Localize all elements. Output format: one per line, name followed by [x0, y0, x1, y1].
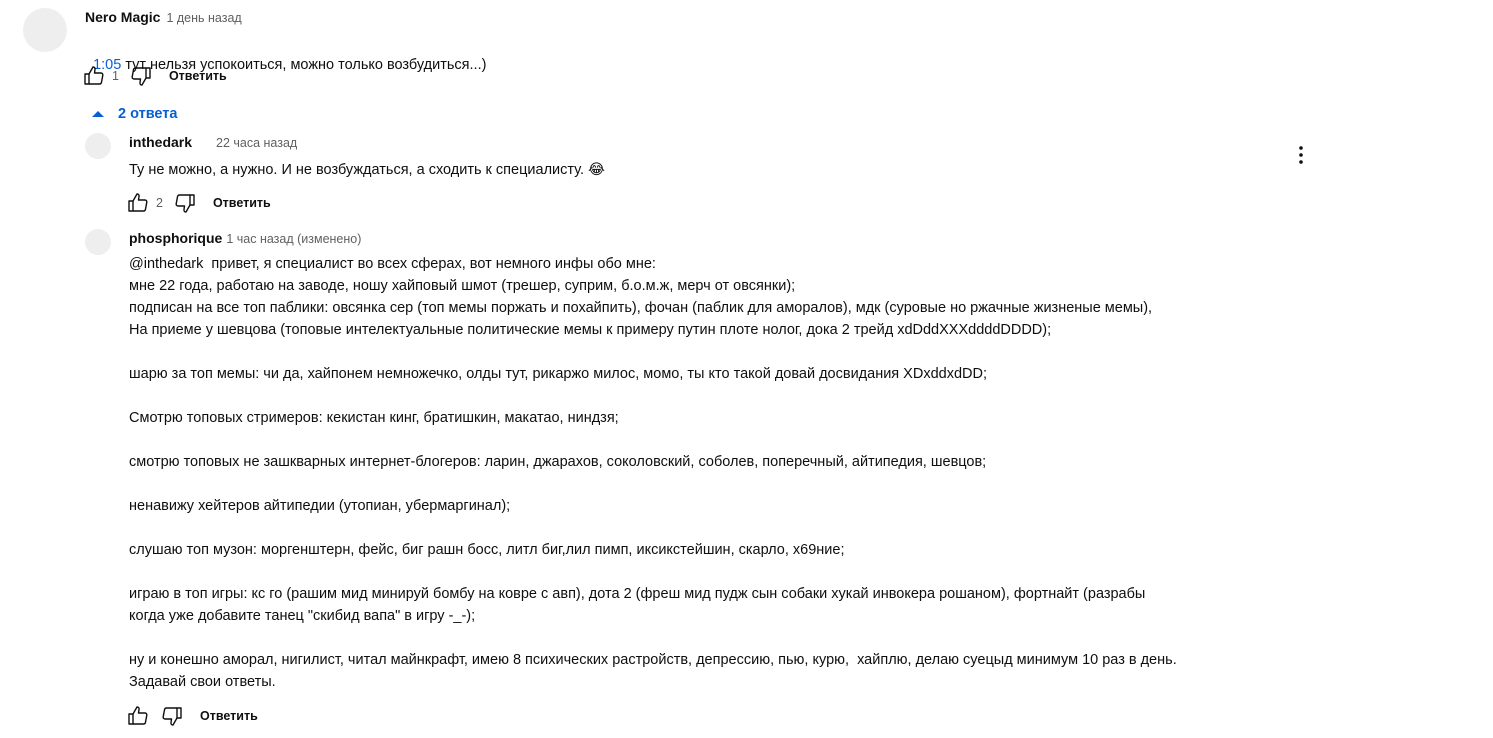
reply-button[interactable]: Ответить: [168, 69, 227, 83]
thumb-down-icon: [160, 704, 184, 728]
caret-up-icon: [90, 106, 106, 122]
reply-text-line: @inthedark привет, я специалист во всех сферах, вот немного инфы обо мне:: [129, 256, 656, 272]
reply-text-line: [129, 385, 1329, 407]
dislike-button[interactable]: [160, 704, 184, 728]
comment-author[interactable]: Nero Magic: [85, 9, 161, 25]
reply-text-line: [129, 473, 1329, 495]
reply-text-line: играю в топ игры: кс го (рашим мид минируй бомбу на ковре с авп), дота 2 (фреш мид пудж сын собаки хукай инвокера рошаном), фортнайт (разрабы: [129, 586, 1146, 602]
reply-text-line: ненавижу хейтеров айтипедии (утопиан, убермаргинал);: [129, 498, 511, 514]
reply-button[interactable]: Ответить: [200, 709, 258, 723]
reply-text-line: [129, 561, 1329, 583]
comment-header: [85, 9, 242, 27]
reply-text-line: когда уже добавите танец "скибид вапа" в игру -_-);: [129, 608, 476, 624]
dislike-button[interactable]: [173, 191, 197, 215]
comment-menu-button[interactable]: [1289, 143, 1313, 167]
reply-text-line: Задавай свои ответы.: [129, 674, 276, 690]
reply-text-line: На приеме у шевцова (топовые интелектуальные политические мемы к примеру путин плоте нолог, дока 2 трейд xdDddXXXddddDDDD);: [129, 322, 1052, 338]
reply-author[interactable]: phosphorique: [129, 230, 223, 246]
avatar[interactable]: [85, 229, 111, 255]
reply-time[interactable]: 22 часа назад: [216, 136, 298, 150]
comment-text-body: тут нельзя успокоиться, можно только возбудиться...): [121, 57, 487, 73]
reply-actions: [126, 704, 258, 728]
like-count: 1: [112, 69, 119, 83]
reply-text-line: ну и конешно аморал, нигилист, читал майнкрафт, имею 8 психических растройств, депрессию, пью, курю, хайплю, делаю суецыд минимум 10 раз в день.: [129, 652, 1177, 668]
reply-text-line: подписан на все топ паблики: овсянка сер (топ мемы поржать и похайпить), фочан (паблик для аморалов), мдк (суровые но ржачные жизненые мемы),: [129, 300, 1153, 316]
thumb-up-icon: [126, 704, 150, 728]
thumb-down-icon: [129, 64, 153, 88]
reply-button[interactable]: Ответить: [212, 196, 271, 210]
reply-actions: [126, 191, 271, 215]
comment-time[interactable]: 1 день назад: [166, 11, 242, 25]
replies-toggle[interactable]: [90, 104, 177, 124]
reply-text-line: [129, 341, 1329, 363]
reply-text: [129, 253, 1329, 693]
reply-text-line: мне 22 года, работаю на заводе, ношу хайповый шмот (трешер, суприм, б.о.м.ж, мерч от овсянки);: [129, 278, 796, 294]
thumb-up-icon: [82, 64, 106, 88]
avatar[interactable]: [23, 8, 67, 52]
thumb-up-icon: [126, 191, 150, 215]
like-button[interactable]: [126, 704, 150, 728]
like-button[interactable]: [126, 191, 150, 215]
dislike-button[interactable]: [129, 64, 153, 88]
reply-header: [129, 134, 297, 152]
more-vert-icon: [1289, 143, 1313, 167]
like-button[interactable]: [82, 64, 106, 88]
comment-actions: [82, 64, 227, 88]
reply-text-line: [129, 627, 1329, 649]
reply-author[interactable]: inthedark: [129, 134, 193, 150]
reply-text-line: [129, 517, 1329, 539]
replies-count: 2 ответа: [118, 106, 178, 122]
reply-text-line: шарю за топ мемы: чи да, хайпонем немножечко, олды тут, рикаржо милос, момо, ты кто такой довай досвидания XDxddxdDD;: [129, 366, 987, 382]
reply-text-line: [129, 429, 1329, 451]
reply-time[interactable]: 1 час назад (изменено): [226, 232, 362, 246]
timestamp-link[interactable]: 1:05: [93, 57, 122, 73]
reply-header: [129, 230, 361, 248]
reply-text-line: слушаю топ музон: моргенштерн, фейс, биг рашн босс, литл биг,лил пимп, иксикстейшин, скарло, х69ние;: [129, 542, 845, 558]
reply-text-line: смотрю топовых не зашкварных интернет-блогеров: ларин, джарахов, соколовский, соболев, поперечный, айтипедия, шевцов;: [129, 454, 987, 470]
like-count: 2: [156, 196, 163, 210]
reply-text-line: Смотрю топовых стримеров: кекистан кинг, братишкин, макатао, ниндзя;: [129, 410, 619, 426]
avatar[interactable]: [85, 133, 111, 159]
reply-text: Ту не можно, а нужно. И не возбуждаться, а сходить к специалисту. 😂: [129, 162, 605, 178]
thumb-down-icon: [173, 191, 197, 215]
